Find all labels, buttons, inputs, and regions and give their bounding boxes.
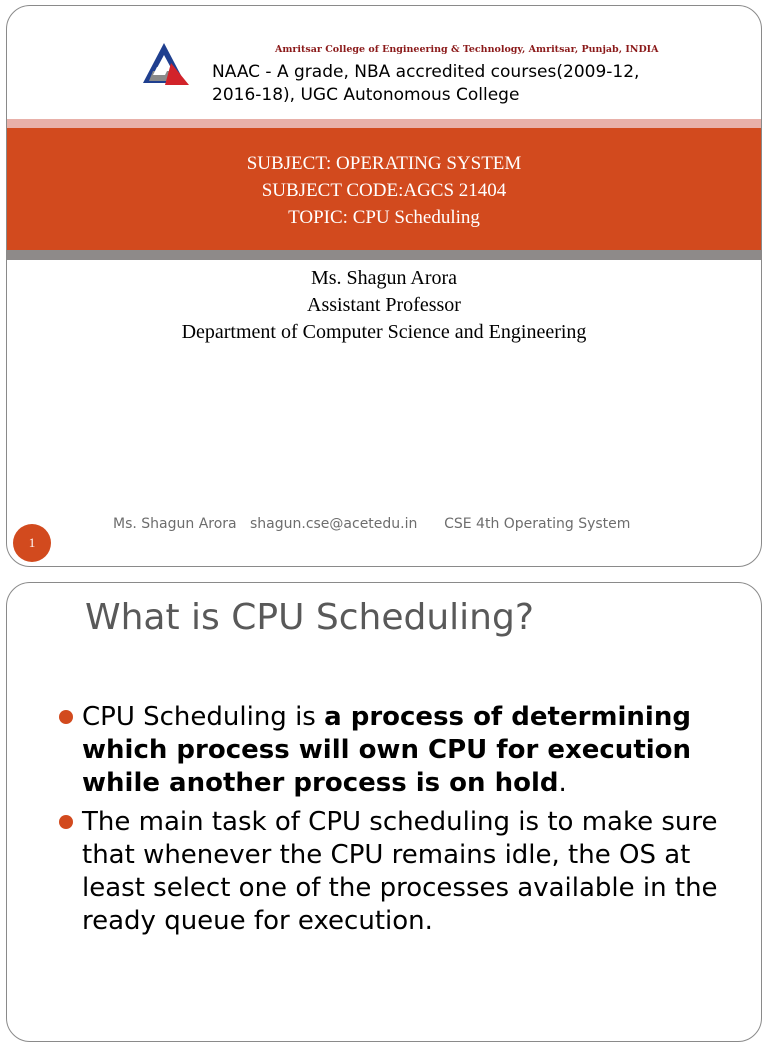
bullet-2-text: The main task of CPU scheduling is to make sure that whenever the CPU remains idle, the OS at least select one of the processes available in the ready queue for execution. [82,807,718,936]
bullet-1-suffix: . [558,768,567,798]
bullet-1-prefix: CPU Scheduling is [82,702,325,732]
bullet-dot-icon [59,815,73,829]
slide-title: What is CPU Scheduling? [85,597,534,638]
bullet-dot-icon [59,710,73,724]
topic-line: TOPIC: CPU Scheduling [288,207,480,228]
bullet-list [59,701,749,944]
accreditation-text: NAAC - A grade, NBA accredited courses(2009-12, 2016-18), UGC Autonomous College [212,62,640,105]
bullet-1-bold: a process of determining which process will own CPU for execution while another process is on hold [82,702,692,798]
college-name: Amritsar College of Engineering & Technology, Amritsar, Punjab, INDIA [275,44,659,55]
header-band-light [7,119,761,128]
header-band-gray [7,250,761,260]
subject-line: SUBJECT: OPERATING SYSTEM [246,153,522,174]
subject-block [7,150,761,231]
page-number-badge: 1 [13,524,51,562]
bullet-item [59,806,749,938]
subject-code-line: SUBJECT CODE:AGCS 21404 [261,180,507,201]
slide-2 [6,582,762,1042]
footer-name: Ms. Shagun Arora [113,516,237,532]
college-logo-icon [135,41,193,87]
slide-footer [113,516,630,532]
slide-1 [6,5,762,567]
department-name: Department of Computer Science and Engineering [181,321,587,343]
footer-course: CSE 4th Operating System [444,516,631,532]
author-name: Ms. Shagun Arora [310,267,458,289]
footer-email: shagun.cse@acetedu.in [249,516,418,532]
bullet-item [59,701,749,800]
author-title: Assistant Professor [307,294,461,316]
author-block [7,265,761,346]
